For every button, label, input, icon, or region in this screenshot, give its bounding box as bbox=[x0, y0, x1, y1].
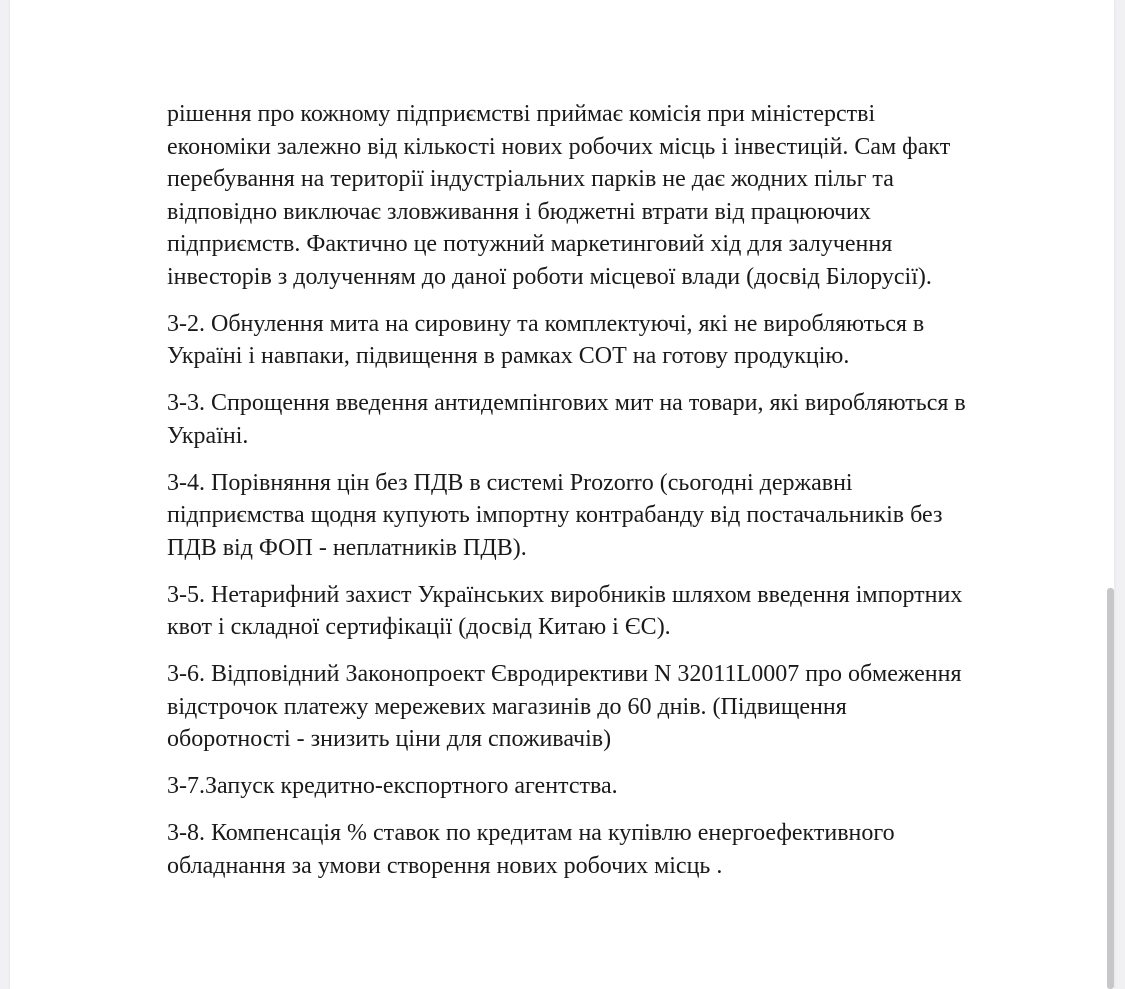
paragraph-3-4: 3-4. Порівняння цін без ПДВ в системі Prozorro (сьогодні державні підприємства щодня купують імпортну контрабанду від постачальників без ПДВ від ФОП - неплатників ПДВ). bbox=[167, 469, 943, 561]
document-page bbox=[10, 0, 1114, 989]
paragraph-3-6: 3-6. Відповідний Законопроект Євродирективи N 32011L0007 про обмеження відстрочок платежу мережевих магазинів до 60 днів. (Підвищення оборотності - знизить ціни для споживачів) bbox=[167, 661, 962, 752]
vertical-scrollbar[interactable] bbox=[1107, 588, 1114, 989]
page-content bbox=[167, 98, 1047, 897]
paragraph-3-5: 3-5. Нетарифний захист Українських виробників шляхом введення імпортних квот і складної сертифікації (досвід Китаю і ЄС). bbox=[167, 581, 963, 640]
paragraph-3-7: 3-7.Запуск кредитно-експортного агентства. bbox=[167, 773, 618, 799]
paragraph-3-2: 3-2. Обнулення мита на сировину та комплектуючі, які не виробляються в Україні і навпаки, підвищення в рамках СОТ на готову продукцію. bbox=[167, 310, 925, 369]
paragraph-3-3: 3-3. Спрощення введення антидемпінгових мит на товари, які виробляються в Україні. bbox=[167, 390, 966, 449]
paragraph-3-8: 3-8. Компенсація % ставок по кредитам на купівлю енергоефективного обладнання за умови створення нових робочих місць . bbox=[167, 820, 895, 879]
paragraph-intro: рішення про кожному підприємстві приймає комісія при міністерстві економіки залежно від кількості нових робочих місць і інвестицій. Сам факт перебування на території індустріальних парків не дає жодних пільг та відповідно виключає зловживання і бюджетні втрати від працюючих підприємств. Фактично це потужний маркетинговий хід для залучення інвесторів з долученням до даної роботи місцевої влади (досвід Білорусії). bbox=[167, 101, 951, 290]
